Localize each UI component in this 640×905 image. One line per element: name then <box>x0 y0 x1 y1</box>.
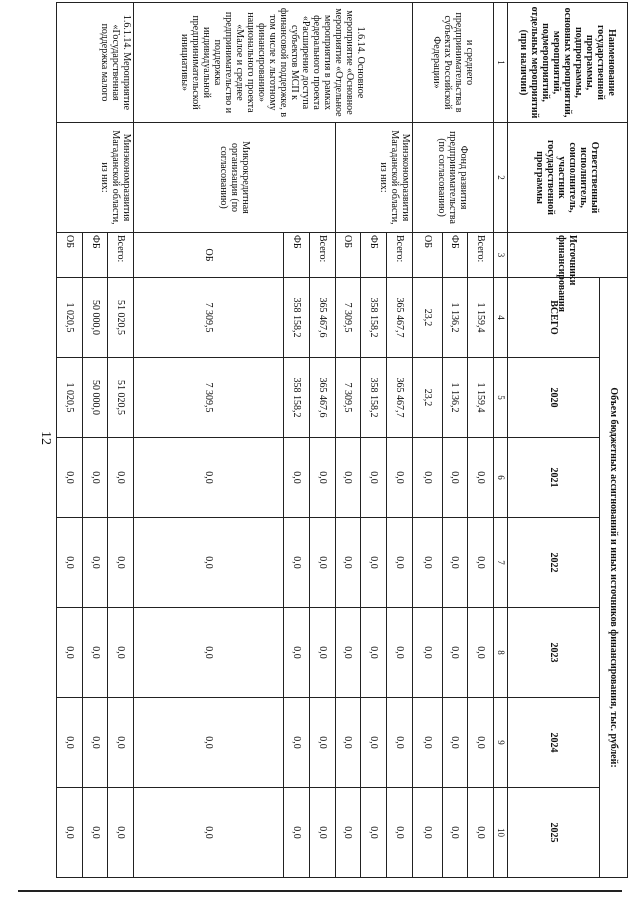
row-executor: Минэкономразвития Магаданской области, из них: <box>335 123 412 233</box>
value-cell: 0,0 <box>82 438 108 518</box>
value-cell: 365 467,6 <box>309 278 335 358</box>
value-cell: 0,0 <box>134 608 284 698</box>
value-cell: 0,0 <box>309 518 335 608</box>
value-cell: 0,0 <box>82 788 108 878</box>
source-cell: Всего: <box>468 233 494 278</box>
row-executor: Микрокредитная организация (по согласованию) <box>134 123 335 233</box>
row-name: и среднего предпринимательства в субъектах Российской Федерации» <box>412 3 493 123</box>
value-cell: 0,0 <box>108 788 134 878</box>
value-cell: 1 136,2 <box>442 278 468 358</box>
value-cell: 0,0 <box>82 698 108 788</box>
col-number: 3 <box>494 233 508 278</box>
col-number: 10 <box>494 788 508 878</box>
value-cell: 0,0 <box>412 518 442 608</box>
value-cell: 365 467,7 <box>386 358 412 438</box>
value-cell: 0,0 <box>134 788 284 878</box>
value-cell: 1 159,4 <box>468 358 494 438</box>
table-row <box>108 3 134 878</box>
value-cell: 0,0 <box>442 438 468 518</box>
value-cell: 0,0 <box>108 518 134 608</box>
value-cell: 358 158,2 <box>361 278 387 358</box>
value-cell: 0,0 <box>57 608 83 698</box>
value-cell: 0,0 <box>309 788 335 878</box>
col-number: 5 <box>494 358 508 438</box>
value-cell: 7 309,5 <box>335 358 361 438</box>
value-cell: 0,0 <box>57 518 83 608</box>
value-cell: 0,0 <box>442 608 468 698</box>
value-cell: 51 020,5 <box>108 358 134 438</box>
source-cell: ОБ <box>412 233 442 278</box>
header-source: Источники финансирования <box>508 233 628 278</box>
value-cell: 0,0 <box>309 438 335 518</box>
value-cell: 0,0 <box>386 698 412 788</box>
value-cell: 0,0 <box>284 518 310 608</box>
value-cell: 0,0 <box>468 518 494 608</box>
col-number: 4 <box>494 278 508 358</box>
col-number: 7 <box>494 518 508 608</box>
value-cell: 0,0 <box>309 698 335 788</box>
value-cell: 7 309,5 <box>134 278 284 358</box>
value-cell: 1 159,4 <box>468 278 494 358</box>
value-cell: 7 309,5 <box>335 278 361 358</box>
value-cell: 0,0 <box>82 518 108 608</box>
value-cell: 0,0 <box>468 438 494 518</box>
source-cell: ОБ <box>57 233 83 278</box>
value-cell: 0,0 <box>57 438 83 518</box>
source-cell: Всего: <box>386 233 412 278</box>
source-cell: ФБ <box>82 233 108 278</box>
value-cell: 50 000,0 <box>82 278 108 358</box>
header-year: 2020 <box>508 358 600 438</box>
source-cell: ФБ <box>442 233 468 278</box>
value-cell: 0,0 <box>284 788 310 878</box>
value-cell: 0,0 <box>108 438 134 518</box>
source-cell: ОБ <box>134 233 284 278</box>
header-year: 2023 <box>508 608 600 698</box>
value-cell: 0,0 <box>309 608 335 698</box>
value-cell: 0,0 <box>361 518 387 608</box>
value-cell: 358 158,2 <box>284 358 310 438</box>
value-cell: 0,0 <box>108 698 134 788</box>
value-cell: 0,0 <box>134 518 284 608</box>
header-year: 2024 <box>508 698 600 788</box>
value-cell: 0,0 <box>442 788 468 878</box>
value-cell: 0,0 <box>386 438 412 518</box>
value-cell: 0,0 <box>134 438 284 518</box>
value-cell: 0,0 <box>361 698 387 788</box>
bottom-rule <box>18 890 622 892</box>
value-cell: 0,0 <box>57 698 83 788</box>
page-number: 12 <box>38 431 53 445</box>
value-cell: 1 136,2 <box>442 358 468 438</box>
row-name: 1.6.1.14. Мероприятие «Государственная поддержка малого <box>57 3 134 123</box>
table-row <box>386 3 412 878</box>
header-year: 2022 <box>508 518 600 608</box>
value-cell: 0,0 <box>108 608 134 698</box>
col-number: 9 <box>494 698 508 788</box>
value-cell: 0,0 <box>361 788 387 878</box>
value-cell: 0,0 <box>412 788 442 878</box>
value-cell: 0,0 <box>442 698 468 788</box>
value-cell: 0,0 <box>82 608 108 698</box>
budget-table <box>56 2 628 878</box>
value-cell: 365 467,7 <box>386 278 412 358</box>
source-cell: ФБ <box>284 233 310 278</box>
value-cell: 0,0 <box>335 698 361 788</box>
row-executor: Фонд развития предпринимательства (по согласованию) <box>412 123 493 233</box>
header-executor: Ответственный исполнитель, соисполнитель, участник государственной программы <box>508 123 628 233</box>
value-cell: 0,0 <box>57 788 83 878</box>
header-year: ВСЕГО <box>508 278 600 358</box>
value-cell: 0,0 <box>386 788 412 878</box>
value-cell: 0,0 <box>361 438 387 518</box>
value-cell: 0,0 <box>412 438 442 518</box>
value-cell: 0,0 <box>361 608 387 698</box>
header-year: 2025 <box>508 788 600 878</box>
table-row <box>468 3 494 878</box>
value-cell: 0,0 <box>468 608 494 698</box>
col-number: 8 <box>494 608 508 698</box>
value-cell: 0,0 <box>335 438 361 518</box>
value-cell: 0,0 <box>468 698 494 788</box>
header-funding: Объем бюджетных ассигнований и иных источников финансирования, тыс. рублей: <box>600 278 628 878</box>
value-cell: 0,0 <box>335 788 361 878</box>
value-cell: 0,0 <box>284 438 310 518</box>
value-cell: 0,0 <box>468 788 494 878</box>
value-cell: 51 020,5 <box>108 278 134 358</box>
value-cell: 0,0 <box>412 608 442 698</box>
value-cell: 0,0 <box>442 518 468 608</box>
col-number: 1 <box>494 3 508 123</box>
source-cell: ОБ <box>335 233 361 278</box>
value-cell: 0,0 <box>284 698 310 788</box>
value-cell: 0,0 <box>284 608 310 698</box>
source-cell: ФБ <box>361 233 387 278</box>
value-cell: 365 467,6 <box>309 358 335 438</box>
row-executor: Минэкономразвития Магаданской области, из них: <box>57 123 134 233</box>
value-cell: 1 020,5 <box>57 278 83 358</box>
header-name: Наименование государственной программы, подпрограммы, основных мероприятий, мероприятий, подмероприятий, отдельных мероприятий (при наличии) <box>508 3 628 123</box>
value-cell: 1 020,5 <box>57 358 83 438</box>
source-cell: Всего: <box>309 233 335 278</box>
table-row <box>309 3 335 878</box>
column-numbers <box>494 3 508 878</box>
value-cell: 0,0 <box>386 608 412 698</box>
value-cell: 23,2 <box>412 358 442 438</box>
value-cell: 50 000,0 <box>82 358 108 438</box>
row-name: 1.6.14. Основное мероприятие «Основное мероприятие «Отдельное мероприятия в рамках федерального проекта «Расширение доступа субъектов МСП к финансовой поддержке, в том числе к льготному финансированию» национального проекта «Малое и среднее предпринимательство и поддержка индивидуальной предпринимательской инициативы» <box>134 3 412 123</box>
col-number: 2 <box>494 123 508 233</box>
value-cell: 0,0 <box>335 518 361 608</box>
value-cell: 7 309,5 <box>134 358 284 438</box>
value-cell: 0,0 <box>386 518 412 608</box>
source-cell: Всего: <box>108 233 134 278</box>
col-number: 6 <box>494 438 508 518</box>
value-cell: 0,0 <box>412 698 442 788</box>
value-cell: 358 158,2 <box>284 278 310 358</box>
value-cell: 0,0 <box>134 698 284 788</box>
value-cell: 358 158,2 <box>361 358 387 438</box>
value-cell: 23,2 <box>412 278 442 358</box>
header-year: 2021 <box>508 438 600 518</box>
rotated-page <box>56 2 628 877</box>
value-cell: 0,0 <box>335 608 361 698</box>
